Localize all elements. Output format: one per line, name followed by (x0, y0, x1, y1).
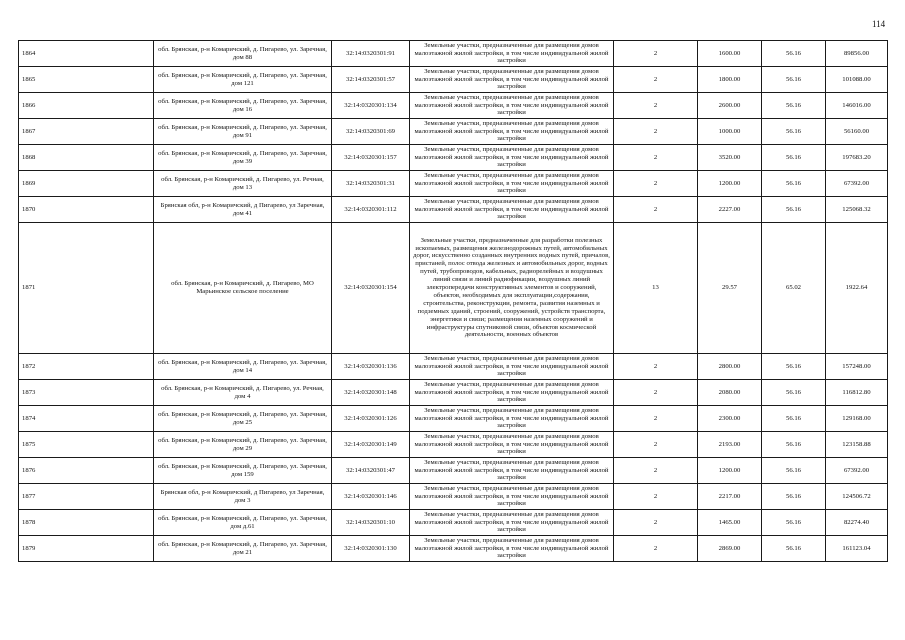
group-code-cell: 2 (614, 484, 698, 510)
group-code-cell: 2 (614, 354, 698, 380)
group-code-cell: 2 (614, 93, 698, 119)
cadastral-number-cell: 32:14:0320301:10 (332, 510, 410, 536)
land-use-cell: Земельные участки, предназначенные для размещения домов малоэтажной жилой застройки, в том числе индивидуальной жилой застройки (410, 380, 614, 406)
cadastral-number-cell: 32:14:0320301:154 (332, 223, 410, 354)
specific-value-cell: 56.16 (762, 458, 826, 484)
table-row (19, 119, 888, 145)
cadastral-value-cell: 82274.40 (826, 510, 888, 536)
cadastral-value-cell: 124506.72 (826, 484, 888, 510)
land-use-cell: Земельные участки, предназначенные для размещения домов малоэтажной жилой застройки, в том числе индивидуальной жилой застройки (410, 41, 614, 67)
land-use-cell: Земельные участки, предназначенные для размещения домов малоэтажной жилой застройки, в том числе индивидуальной жилой застройки (410, 67, 614, 93)
specific-value-cell: 56.16 (762, 41, 826, 67)
cadastral-value-cell: 67392.00 (826, 458, 888, 484)
table-row (19, 145, 888, 171)
cadastral-value-cell: 56160.00 (826, 119, 888, 145)
land-use-cell: Земельные участки, предназначенные для размещения домов малоэтажной жилой застройки, в том числе индивидуальной жилой застройки (410, 93, 614, 119)
area-cell: 29.57 (698, 223, 762, 354)
specific-value-cell: 56.16 (762, 432, 826, 458)
cadastral-number-cell: 32:14:0320301:136 (332, 354, 410, 380)
group-code-cell: 2 (614, 119, 698, 145)
address-cell: обл. Брянская, р-н Комаричский, д. Пигарево, ул. Заречная, дом 29 (154, 432, 332, 458)
specific-value-cell: 56.16 (762, 171, 826, 197)
specific-value-cell: 56.16 (762, 119, 826, 145)
table-row (19, 406, 888, 432)
land-use-cell: Земельные участки, предназначенные для разработки полезных ископаемых, размещения железнодорожных путей, автомобильных дорог, искусственно созданных внутренних водных путей, причалов, пристаней, полос отвода железных и автомобильных дорог, водных путей, трубопроводов, кабельных, радиорелейных и воздушных линий связи и линий радиофикации, воздушных линий электропередачи конструктивных элементов и сооружений, объектов, необходимых для эксплуатации,содержания, строительства, реконструкции, ремонта, развития наземных и подземных зданий, строений, сооружений, устройств транспорта, энергетики и связи; размещения наземных сооружений и инфраструктуры спутниковой связи, объектов космической деятельности, военных объектов (410, 223, 614, 354)
cadastral-number-cell: 32:14:0320301:47 (332, 458, 410, 484)
table-row (19, 432, 888, 458)
area-cell: 1800.00 (698, 67, 762, 93)
area-cell: 2217.00 (698, 484, 762, 510)
address-cell: обл. Брянская, р-н Комаричский, д. Пигарево, ул. Заречная, дом д.61 (154, 510, 332, 536)
row-number: 1877 (19, 484, 154, 510)
address-cell: обл. Брянская, р-н Комаричский, д. Пигарево, ул. Заречная, дом 14 (154, 354, 332, 380)
address-cell: обл. Брянская, р-н Комаричский, д. Пигарево, ул. Заречная, дом 39 (154, 145, 332, 171)
table-row (19, 171, 888, 197)
group-code-cell: 2 (614, 380, 698, 406)
area-cell: 2800.00 (698, 354, 762, 380)
address-cell: обл. Брянская, р-н Комаричский, д. Пигарево, ул. Заречная, дом 159 (154, 458, 332, 484)
address-cell: обл. Брянская, р-н Комаричский, д. Пигарево, ул. Речная, дом 13 (154, 171, 332, 197)
address-cell: обл. Брянская, р-н Комаричский, д. Пигарево, ул. Заречная, дом 88 (154, 41, 332, 67)
land-use-cell: Земельные участки, предназначенные для размещения домов малоэтажной жилой застройки, в том числе индивидуальной жилой застройки (410, 510, 614, 536)
group-code-cell: 2 (614, 458, 698, 484)
cadastral-number-cell: 32:14:0320301:146 (332, 484, 410, 510)
table-row (19, 93, 888, 119)
cadastral-value-cell: 89856.00 (826, 41, 888, 67)
group-code-cell: 2 (614, 406, 698, 432)
cadastral-number-cell: 32:14:0320301:126 (332, 406, 410, 432)
cadastral-number-cell: 32:14:0320301:157 (332, 145, 410, 171)
group-code-cell: 2 (614, 67, 698, 93)
specific-value-cell: 56.16 (762, 145, 826, 171)
address-cell: обл. Брянская, р-н Комаричский, д. Пигарево, ул. Заречная, дом 121 (154, 67, 332, 93)
table-row (19, 197, 888, 223)
address-cell: Брянская обл, р-н Комаричский, д Пигарево, ул Заречная, дом 3 (154, 484, 332, 510)
table-row (19, 536, 888, 562)
address-cell: обл. Брянская, р-н Комаричский, д. Пигарево, ул. Заречная, дом 91 (154, 119, 332, 145)
page-number: 114 (872, 19, 886, 29)
specific-value-cell: 56.16 (762, 380, 826, 406)
table-row (19, 223, 888, 354)
row-number: 1873 (19, 380, 154, 406)
group-code-cell: 2 (614, 171, 698, 197)
row-number: 1867 (19, 119, 154, 145)
table-row (19, 510, 888, 536)
land-use-cell: Земельные участки, предназначенные для размещения домов малоэтажной жилой застройки, в том числе индивидуальной жилой застройки (410, 145, 614, 171)
specific-value-cell: 56.16 (762, 93, 826, 119)
cadastral-number-cell: 32:14:0320301:134 (332, 93, 410, 119)
table-row (19, 354, 888, 380)
row-number: 1878 (19, 510, 154, 536)
area-cell: 2869.00 (698, 536, 762, 562)
cadastral-value-cell: 146016.00 (826, 93, 888, 119)
area-cell: 1200.00 (698, 171, 762, 197)
row-number: 1874 (19, 406, 154, 432)
cadastral-value-cell: 123158.88 (826, 432, 888, 458)
specific-value-cell: 56.16 (762, 67, 826, 93)
area-cell: 1000.00 (698, 119, 762, 145)
specific-value-cell: 65.02 (762, 223, 826, 354)
table-row (19, 458, 888, 484)
row-number: 1865 (19, 67, 154, 93)
land-use-cell: Земельные участки, предназначенные для размещения домов малоэтажной жилой застройки, в том числе индивидуальной жилой застройки (410, 432, 614, 458)
table-row (19, 380, 888, 406)
cadastral-value-cell: 101088.00 (826, 67, 888, 93)
land-use-cell: Земельные участки, предназначенные для размещения домов малоэтажной жилой застройки, в том числе индивидуальной жилой застройки (410, 536, 614, 562)
specific-value-cell: 56.16 (762, 510, 826, 536)
area-cell: 2193.00 (698, 432, 762, 458)
row-number: 1868 (19, 145, 154, 171)
land-registry-table (18, 40, 888, 562)
group-code-cell: 2 (614, 145, 698, 171)
table-body (19, 41, 888, 562)
cadastral-number-cell: 32:14:0320301:31 (332, 171, 410, 197)
cadastral-value-cell: 116812.80 (826, 380, 888, 406)
address-cell: Брянская обл, р-н Комаричский, д Пигарево, ул Заречная, дом 41 (154, 197, 332, 223)
row-number: 1872 (19, 354, 154, 380)
row-number: 1864 (19, 41, 154, 67)
row-number: 1870 (19, 197, 154, 223)
group-code-cell: 2 (614, 41, 698, 67)
land-use-cell: Земельные участки, предназначенные для размещения домов малоэтажной жилой застройки, в том числе индивидуальной жилой застройки (410, 484, 614, 510)
row-number: 1876 (19, 458, 154, 484)
address-cell: обл. Брянская, р-н Комаричский, д. Пигарево, МО Марьинское сельское поселение (154, 223, 332, 354)
specific-value-cell: 56.16 (762, 197, 826, 223)
area-cell: 2227.00 (698, 197, 762, 223)
cadastral-number-cell: 32:14:0320301:149 (332, 432, 410, 458)
area-cell: 2080.00 (698, 380, 762, 406)
area-cell: 3520.00 (698, 145, 762, 171)
area-cell: 1200.00 (698, 458, 762, 484)
group-code-cell: 2 (614, 510, 698, 536)
cadastral-number-cell: 32:14:0320301:69 (332, 119, 410, 145)
address-cell: обл. Брянская, р-н Комаричский, д. Пигарево, ул. Речная, дом 4 (154, 380, 332, 406)
group-code-cell: 2 (614, 197, 698, 223)
row-number: 1871 (19, 223, 154, 354)
cadastral-value-cell: 1922.64 (826, 223, 888, 354)
row-number: 1869 (19, 171, 154, 197)
row-number: 1875 (19, 432, 154, 458)
address-cell: обл. Брянская, р-н Комаричский, д. Пигарево, ул. Заречная, дом 16 (154, 93, 332, 119)
area-cell: 2300.00 (698, 406, 762, 432)
table-row (19, 484, 888, 510)
group-code-cell: 2 (614, 432, 698, 458)
cadastral-number-cell: 32:14:0320301:57 (332, 67, 410, 93)
cadastral-number-cell: 32:14:0320301:130 (332, 536, 410, 562)
cadastral-number-cell: 32:14:0320301:91 (332, 41, 410, 67)
land-use-cell: Земельные участки, предназначенные для размещения домов малоэтажной жилой застройки, в том числе индивидуальной жилой застройки (410, 354, 614, 380)
land-use-cell: Земельные участки, предназначенные для размещения домов малоэтажной жилой застройки, в том числе индивидуальной жилой застройки (410, 458, 614, 484)
specific-value-cell: 56.16 (762, 354, 826, 380)
area-cell: 2600.00 (698, 93, 762, 119)
row-number: 1879 (19, 536, 154, 562)
cadastral-number-cell: 32:14:0320301:148 (332, 380, 410, 406)
address-cell: обл. Брянская, р-н Комаричский, д. Пигарево, ул. Заречная, дом 21 (154, 536, 332, 562)
address-cell: обл. Брянская, р-н Комаричский, д. Пигарево, ул. Заречная, дом 25 (154, 406, 332, 432)
cadastral-value-cell: 129168.00 (826, 406, 888, 432)
land-use-cell: Земельные участки, предназначенные для размещения домов малоэтажной жилой застройки, в том числе индивидуальной жилой застройки (410, 406, 614, 432)
row-number: 1866 (19, 93, 154, 119)
land-use-cell: Земельные участки, предназначенные для размещения домов малоэтажной жилой застройки, в том числе индивидуальной жилой застройки (410, 119, 614, 145)
cadastral-number-cell: 32:14:0320301:112 (332, 197, 410, 223)
cadastral-value-cell: 161123.04 (826, 536, 888, 562)
group-code-cell: 13 (614, 223, 698, 354)
land-use-cell: Земельные участки, предназначенные для размещения домов малоэтажной жилой застройки, в том числе индивидуальной жилой застройки (410, 171, 614, 197)
table-row (19, 67, 888, 93)
cadastral-value-cell: 157248.00 (826, 354, 888, 380)
table-row (19, 41, 888, 67)
cadastral-value-cell: 125068.32 (826, 197, 888, 223)
area-cell: 1465.00 (698, 510, 762, 536)
cadastral-value-cell: 67392.00 (826, 171, 888, 197)
group-code-cell: 2 (614, 536, 698, 562)
specific-value-cell: 56.16 (762, 484, 826, 510)
specific-value-cell: 56.16 (762, 536, 826, 562)
area-cell: 1600.00 (698, 41, 762, 67)
land-use-cell: Земельные участки, предназначенные для размещения домов малоэтажной жилой застройки, в том числе индивидуальной жилой застройки (410, 197, 614, 223)
cadastral-value-cell: 197683.20 (826, 145, 888, 171)
specific-value-cell: 56.16 (762, 406, 826, 432)
